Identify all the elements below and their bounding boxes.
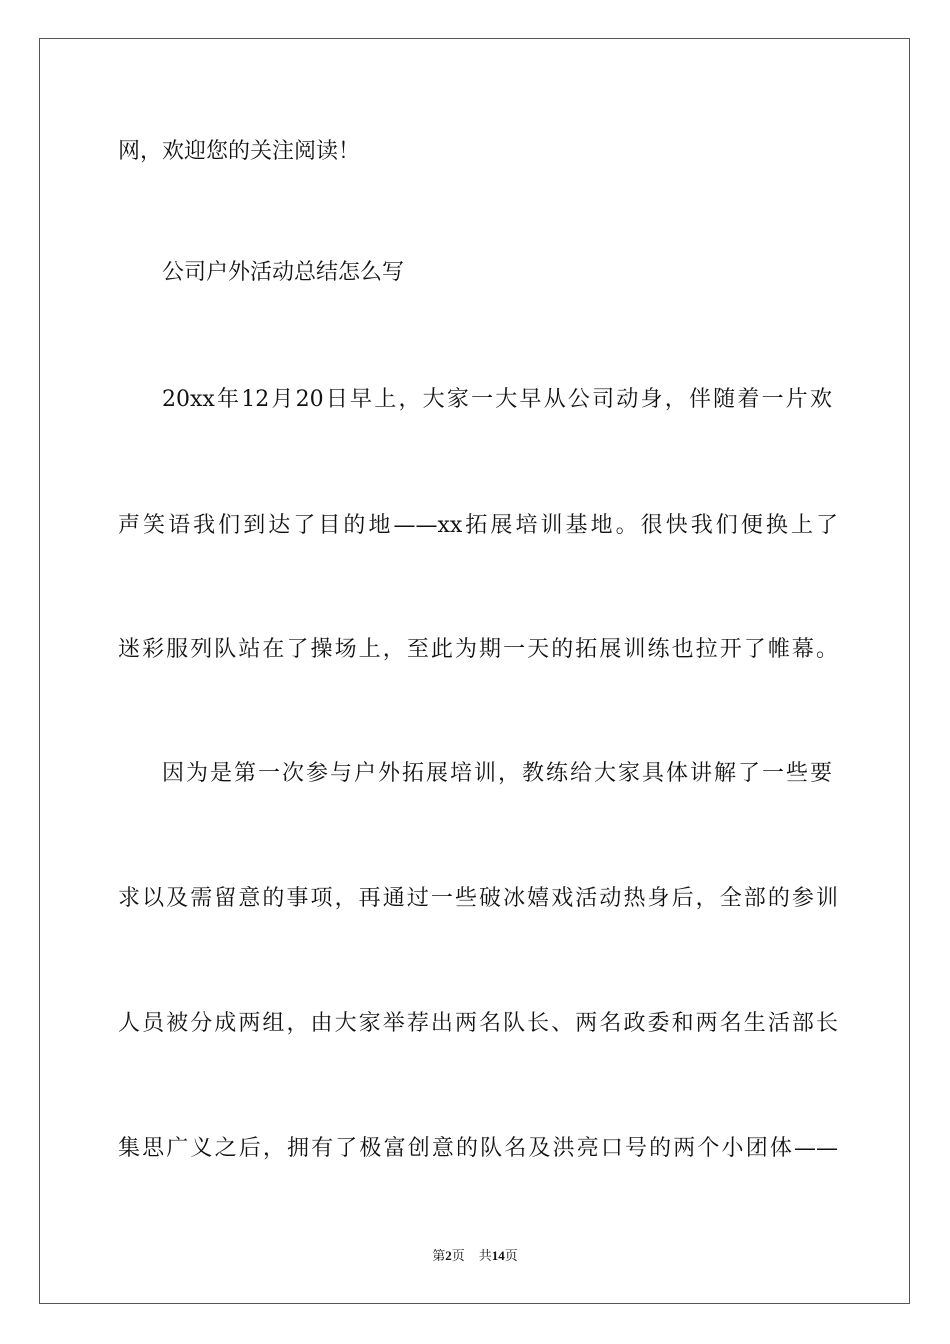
paragraph-1-line-1: 20xx年12月20日早上，大家一大早从公司动身，伴随着一片欢 <box>162 387 832 412</box>
paragraph-2-line-3: 人员被分成两组，由大家举荐出两名队长、两名政委和两名生活部长 <box>118 1011 838 1036</box>
paragraph-2-line-4: 集思广义之后，拥有了极富创意的队名及洪亮口号的两个小团体—— <box>118 1136 838 1161</box>
footer-page-prefix: 第 <box>432 1248 446 1263</box>
footer-total-suffix: 页 <box>504 1248 518 1263</box>
footer-total-pages: 14 <box>491 1248 505 1263</box>
paragraph-1-line-3: 迷彩服列队站在了操场上，至此为期一天的拓展训练也拉开了帷幕。 <box>118 637 838 662</box>
paragraph-2-line-2: 求以及需留意的事项，再通过一些破冰嬉戏活动热身后，全部的参训 <box>118 886 838 911</box>
page-border <box>39 38 910 1304</box>
footer-total-prefix: 共 <box>478 1248 492 1263</box>
footer-page-number: 2 <box>445 1248 452 1263</box>
page-footer <box>0 1247 950 1265</box>
paragraph-1-line-2: 声笑语我们到达了目的地——xx拓展培训基地。很快我们便换上了 <box>118 513 838 538</box>
footer-page-suffix: 页 <box>451 1248 465 1263</box>
article-title: 公司户外活动总结怎么写 <box>162 260 405 285</box>
text-line-1: 网，欢迎您的关注阅读！ <box>118 139 361 164</box>
paragraph-2-line-1: 因为是第一次参与户外拓展培训，教练给大家具体讲解了一些要 <box>162 761 832 786</box>
